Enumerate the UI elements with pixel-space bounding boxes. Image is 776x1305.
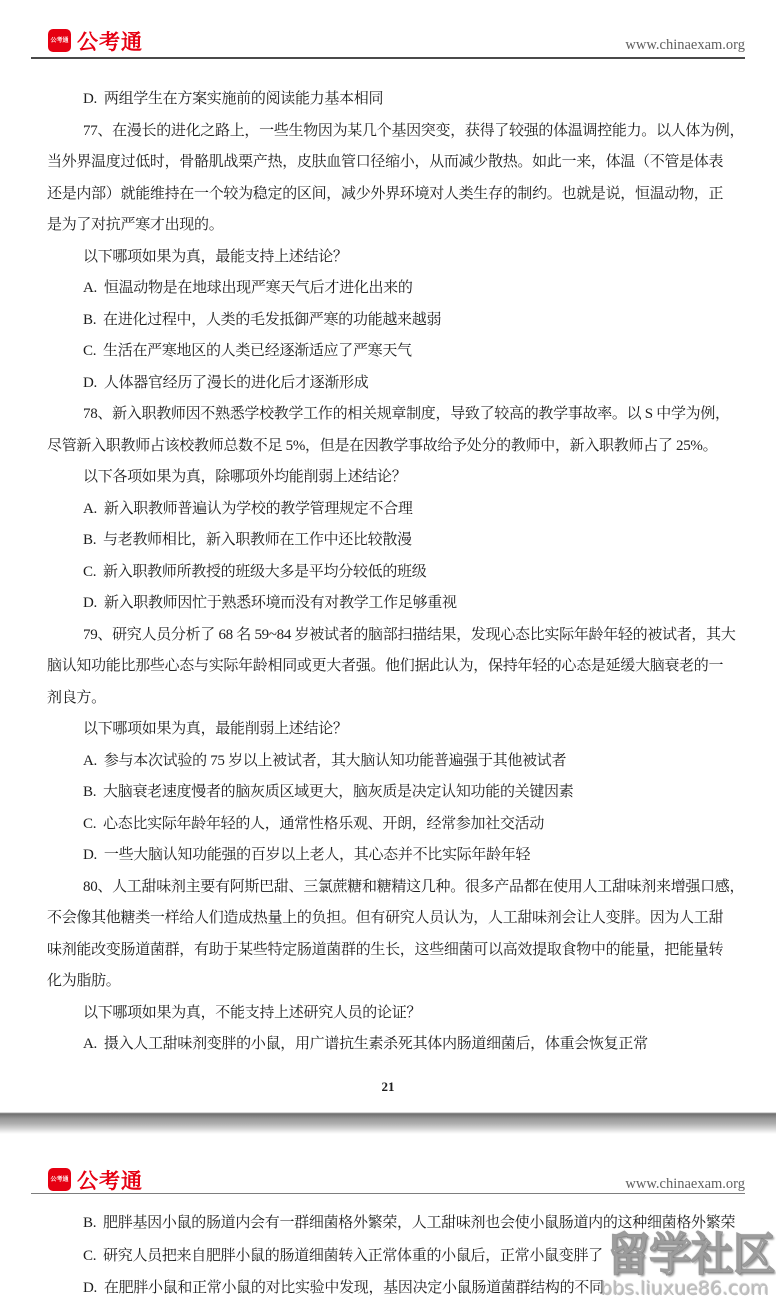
text-line: D. 两组学生在方案实施前的阅读能力基本相同 (83, 91, 384, 107)
text-line: A. 恒温动物是在地球出现严寒天气后才进化出来的 (83, 280, 413, 296)
watermark-url: bbs.liuxue86.com (600, 1278, 770, 1300)
text-line: 78、新入职教师因不熟悉学校教学工作的相关规章制度，导致了较高的教学事故率。以 S 中学为例， (83, 406, 730, 422)
watermark-title: 留学社区 (607, 1228, 776, 1281)
text-line: B. 大脑衰老速度慢者的脑灰质区域更大，脑灰质是决定认知功能的关键因素 (83, 784, 574, 800)
document-page-22 (0, 1134, 776, 1305)
text-line: 是为了对抗严寒才出现的。 (47, 217, 224, 233)
text-line: 77、在漫长的进化之路上，一些生物因为某几个基因突变，获得了较强的体温调控能力。以人体为例， (83, 122, 745, 139)
text-line: 以下哪项如果为真，最能支持上述结论？ (83, 248, 348, 265)
gongkaotong-logo-icon: 公考通 (48, 29, 71, 52)
text-line: B. 在进化过程中，人类的毛发抵御严寒的功能越来越弱 (83, 311, 442, 328)
text-line: 以下哪项如果为真，最能削弱上述结论？ (83, 721, 348, 737)
text-line: 以下哪项如果为真，不能支持上述研究人员的论证？ (83, 1004, 422, 1021)
brand-name: 公考通 (77, 30, 143, 54)
website-url: www.chinaexam.org (625, 1176, 745, 1192)
website-url: www.chinaexam.org (625, 37, 745, 53)
text-line: 当外界温度过低时，骨骼肌战栗产热，皮肤血管口径缩小，从而减少散热。如此一来，体温（不管是体表 (47, 154, 724, 170)
text-line: C. 心态比实际年龄年轻的人，通常性格乐观、开朗，经常参加社交活动 (83, 815, 545, 832)
page-number: 21 (381, 1079, 395, 1094)
text-line: 79、研究人员分析了 68 名 59~84 岁被试者的脑部扫描结果，发现心态比实际年龄年轻的被试者，其大 (83, 626, 736, 643)
page-gap-divider (0, 1112, 776, 1134)
text-line: B. 与老教师相比，新入职教师在工作中还比较散漫 (83, 532, 412, 548)
text-line: C. 新入职教师所教授的班级大多是平均分较低的班级 (83, 563, 427, 580)
text-line: 剂良方。 (47, 689, 106, 706)
brand-name: 公考通 (77, 1169, 143, 1193)
text-line: C. 生活在严寒地区的人类已经逐渐适应了严寒天气 (83, 343, 412, 359)
text-line: D. 在肥胖小鼠和正常小鼠的对比实验中发现，基因决定小鼠肠道菌群结构的不同 (83, 1280, 604, 1296)
text-line: C. 研究人员把来自肥胖小鼠的肠道细菌转入正常体重的小鼠后，正常小鼠变胖了 (83, 1247, 603, 1264)
header-divider (31, 1193, 745, 1194)
text-line: D. 新入职教师因忙于熟悉环境而没有对教学工作足够重视 (83, 595, 457, 611)
text-line: 不会像其他糖类一样给人们造成热量上的负担。但有研究人员认为，人工甜味剂会让人变胖。因为人工甜 (47, 910, 724, 926)
text-line: 以下各项如果为真，除哪项外均能削弱上述结论？ (83, 469, 407, 485)
text-line: 尽管新入职教师占该校教师总数不足 5%，但是在因教学事故给予处分的教师中，新入职教师占了 25%。 (47, 437, 718, 454)
text-line: A. 参与本次试验的 75 岁以上被试者，其大脑认知功能普遍强于其他被试者 (83, 752, 567, 769)
page-body-text (47, 84, 745, 1061)
text-line: 80、人工甜味剂主要有阿斯巴甜、三氯蔗糖和糖精这几种。很多产品都在使用人工甜味剂来增强口感， (83, 878, 745, 895)
text-line: 化为脂肪。 (47, 973, 121, 989)
text-line: 还是内部）就能维持在一个较为稳定的区间，减少外界环境对人类生存的制约。也就是说，恒温动物，正 (47, 185, 724, 202)
gongkaotong-logo-icon: 公考通 (48, 1168, 71, 1191)
header-divider (31, 57, 745, 59)
text-line: D. 一些大脑认知功能强的百岁以上老人，其心态并不比实际年龄年轻 (83, 847, 531, 863)
text-line: A. 摄入人工甜味剂变胖的小鼠，用广谱抗生素杀死其体内肠道细菌后，体重会恢复正常 (83, 1036, 648, 1052)
page-body-text (47, 1207, 736, 1305)
text-line: 味剂能改变肠道菌群，有助于某些特定肠道菌群的生长，这些细菌可以高效提取食物中的能量，把能量转 (47, 941, 724, 958)
text-line: B. 肥胖基因小鼠的肠道内会有一群细菌格外繁荣，人工甜味剂也会使小鼠肠道内的这种细菌格外繁荣 (83, 1215, 736, 1231)
text-line: A. 新入职教师普遍认为学校的教学管理规定不合理 (83, 500, 413, 517)
text-line: 脑认知功能比那些心态与实际年龄相同或更大者强。他们据此认为，保持年轻的心态是延缓大脑衰老的一 (47, 658, 724, 674)
text-line: D. 人体器官经历了漫长的进化后才逐渐形成 (83, 374, 369, 391)
